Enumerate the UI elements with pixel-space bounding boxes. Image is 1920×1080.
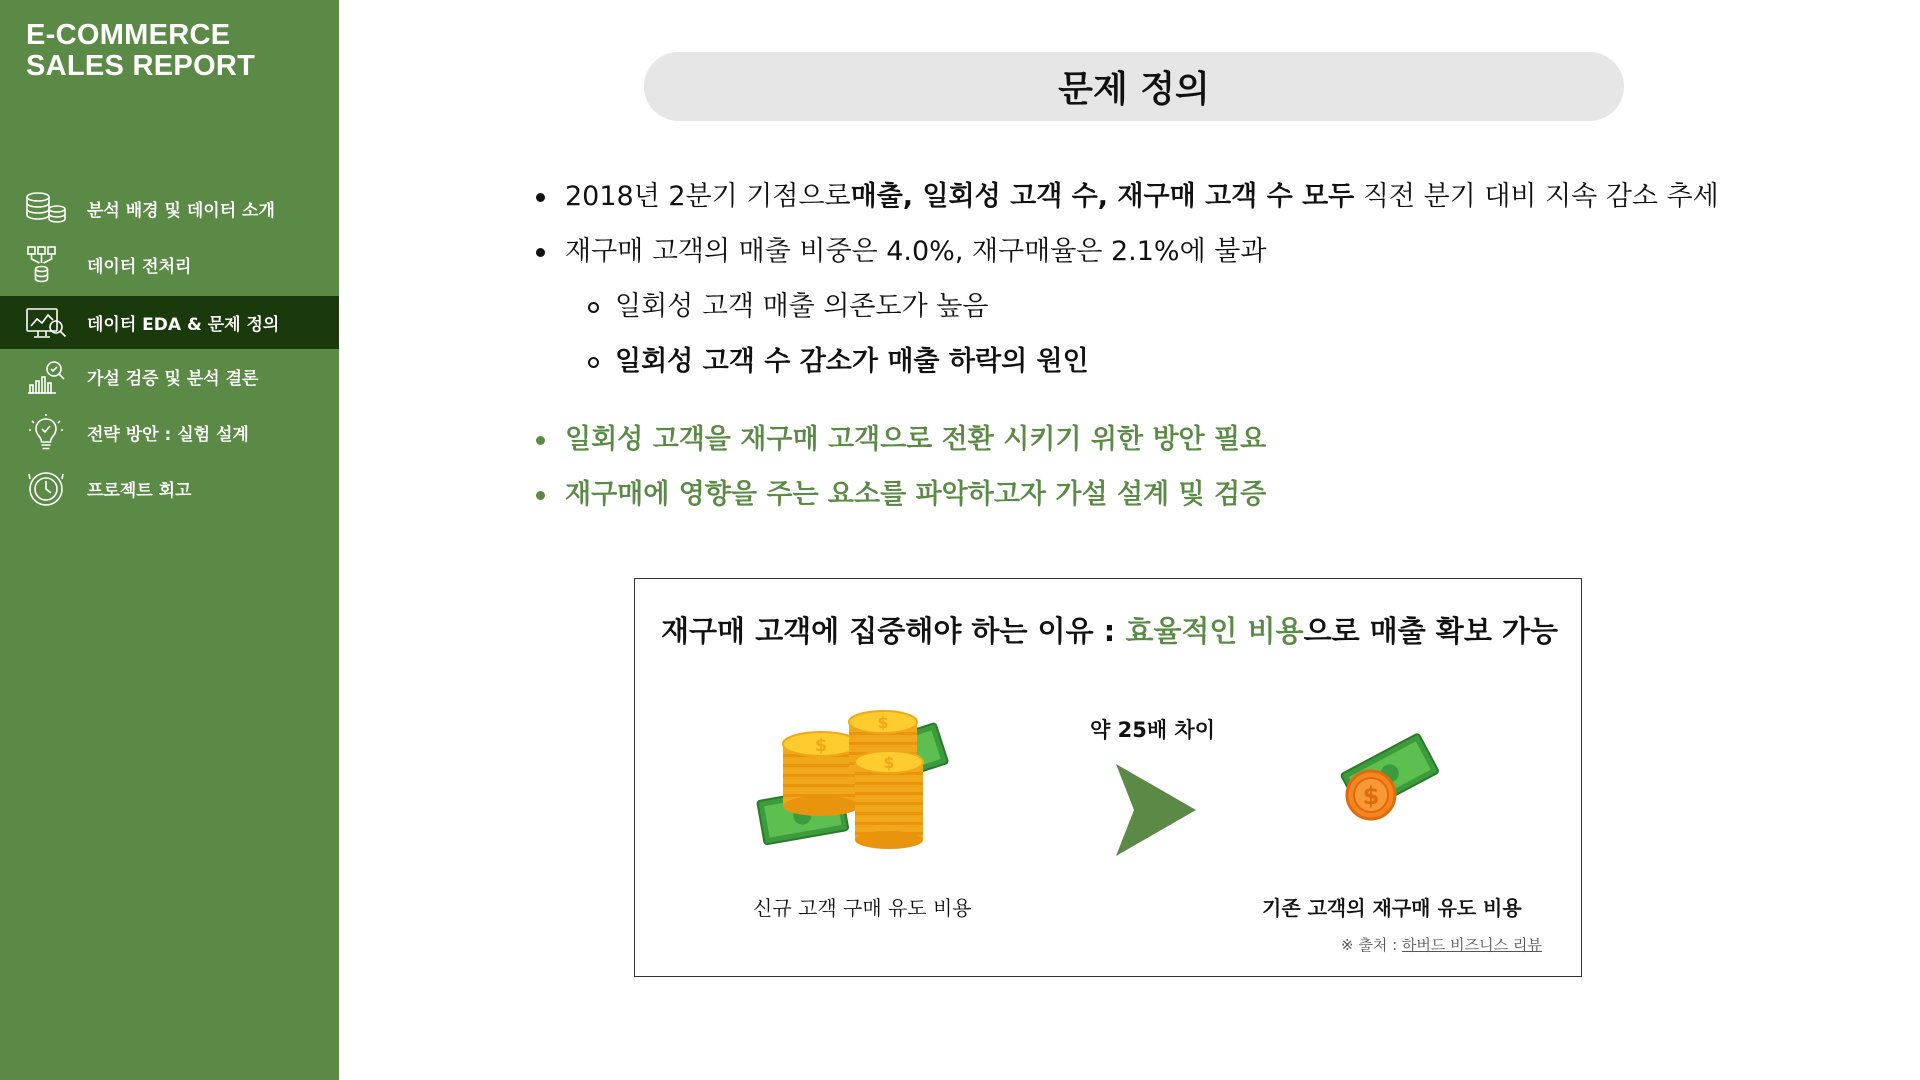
greater-than-icon bbox=[1116, 764, 1196, 856]
cost-comparison-box bbox=[634, 578, 1582, 977]
sidebar-item-background[interactable] bbox=[0, 182, 339, 235]
sidebar-item-label: 데이터 전처리 bbox=[87, 257, 192, 277]
sub-bullet-item bbox=[588, 290, 988, 324]
box-heading-post: 으로 매출 확보 가능 bbox=[1303, 614, 1558, 648]
sub-bullet-text: 일회성 고객 매출 의존도가 높음 bbox=[615, 291, 989, 322]
bullet-text-pre: 2018년 2분기 기점으로 bbox=[565, 181, 851, 212]
bullet-dot bbox=[536, 248, 545, 257]
svg-text:$: $ bbox=[883, 753, 895, 772]
new-customer-cost-label: 신규 고객 구매 유도 비용 bbox=[753, 896, 972, 920]
sidebar-item-label: 프로젝트 회고 bbox=[87, 481, 192, 501]
bullet-text-bold: 매출, 일회성 고객 수, 재구매 고객 수 모두 bbox=[850, 181, 1355, 212]
sidebar-item-eda[interactable] bbox=[0, 296, 339, 349]
bullet-item bbox=[536, 180, 1719, 214]
svg-text:$: $ bbox=[877, 713, 889, 732]
lightbulb-icon bbox=[24, 413, 68, 453]
existing-customer-cost-label: 기존 고객의 재구매 유도 비용 bbox=[1262, 896, 1522, 920]
coins-and-bills-icon bbox=[755, 704, 965, 854]
brand-title bbox=[26, 20, 255, 82]
sub-bullet-text: 일회성 고객 수 감소가 매출 하락의 원인 bbox=[615, 346, 1089, 377]
sidebar-item-hypothesis[interactable] bbox=[0, 350, 339, 403]
brand-line-2: SALES REPORT bbox=[26, 50, 256, 82]
sidebar-item-label: 분석 배경 및 데이터 소개 bbox=[87, 201, 275, 221]
analytics-monitor-icon bbox=[24, 303, 68, 343]
data-funnel-icon bbox=[24, 245, 68, 285]
sidebar-item-retrospective[interactable] bbox=[0, 462, 339, 515]
bullet-text: 재구매 고객의 매출 비중은 4.0%, 재구매율은 2.1%에 불과 bbox=[565, 236, 1267, 267]
source-link[interactable]: 하버드 비즈니스 리뷰 bbox=[1401, 936, 1542, 954]
box-heading-pre: 재구매 고객에 집중해야 하는 이유 : bbox=[661, 614, 1126, 648]
bullet-dot bbox=[536, 491, 545, 500]
svg-text:$: $ bbox=[1362, 782, 1380, 810]
database-icon bbox=[24, 189, 68, 229]
cost-difference-label: 약 25배 차이 bbox=[1090, 718, 1215, 742]
sub-bullet-ring bbox=[588, 302, 599, 313]
green-bullet-item bbox=[536, 423, 1266, 457]
sidebar-item-label: 가설 검증 및 분석 결론 bbox=[87, 369, 259, 389]
bullet-text-post: 직전 분기 대비 지속 감소 추세 bbox=[1354, 181, 1719, 212]
green-bullet-text: 일회성 고객을 재구매 고객으로 전환 시키기 위한 방안 필요 bbox=[565, 424, 1267, 455]
clock-icon bbox=[24, 469, 68, 509]
sidebar-item-label: 데이터 EDA & 문제 정의 bbox=[87, 315, 280, 335]
sidebar bbox=[0, 0, 339, 1080]
page-title: 문제 정의 bbox=[1058, 69, 1210, 110]
green-bullet-item bbox=[536, 478, 1266, 512]
sidebar-item-strategy[interactable] bbox=[0, 406, 339, 459]
brand-line-1: E-COMMERCE bbox=[26, 19, 231, 51]
coin-and-bill-icon bbox=[1333, 727, 1443, 837]
box-heading-highlight: 효율적인 비용 bbox=[1125, 614, 1304, 648]
svg-text:$: $ bbox=[814, 735, 828, 756]
sidebar-item-preprocessing[interactable] bbox=[0, 238, 339, 291]
sidebar-item-label: 전략 방안 : 실험 설계 bbox=[87, 425, 249, 445]
sub-bullet-ring bbox=[588, 357, 599, 368]
sub-bullet-item bbox=[588, 345, 1089, 379]
bullet-dot bbox=[536, 193, 545, 202]
green-bullet-text: 재구매에 영향을 주는 요소를 파악하고자 가설 설계 및 검증 bbox=[565, 479, 1267, 510]
chart-magnifier-icon bbox=[24, 357, 68, 397]
box-heading bbox=[661, 609, 1558, 650]
page-title-pill bbox=[644, 52, 1624, 121]
bullet-item bbox=[536, 235, 1266, 269]
bullet-dot bbox=[536, 436, 545, 445]
source-note bbox=[1341, 934, 1542, 955]
source-prefix: ※ 출처 : bbox=[1341, 936, 1402, 954]
